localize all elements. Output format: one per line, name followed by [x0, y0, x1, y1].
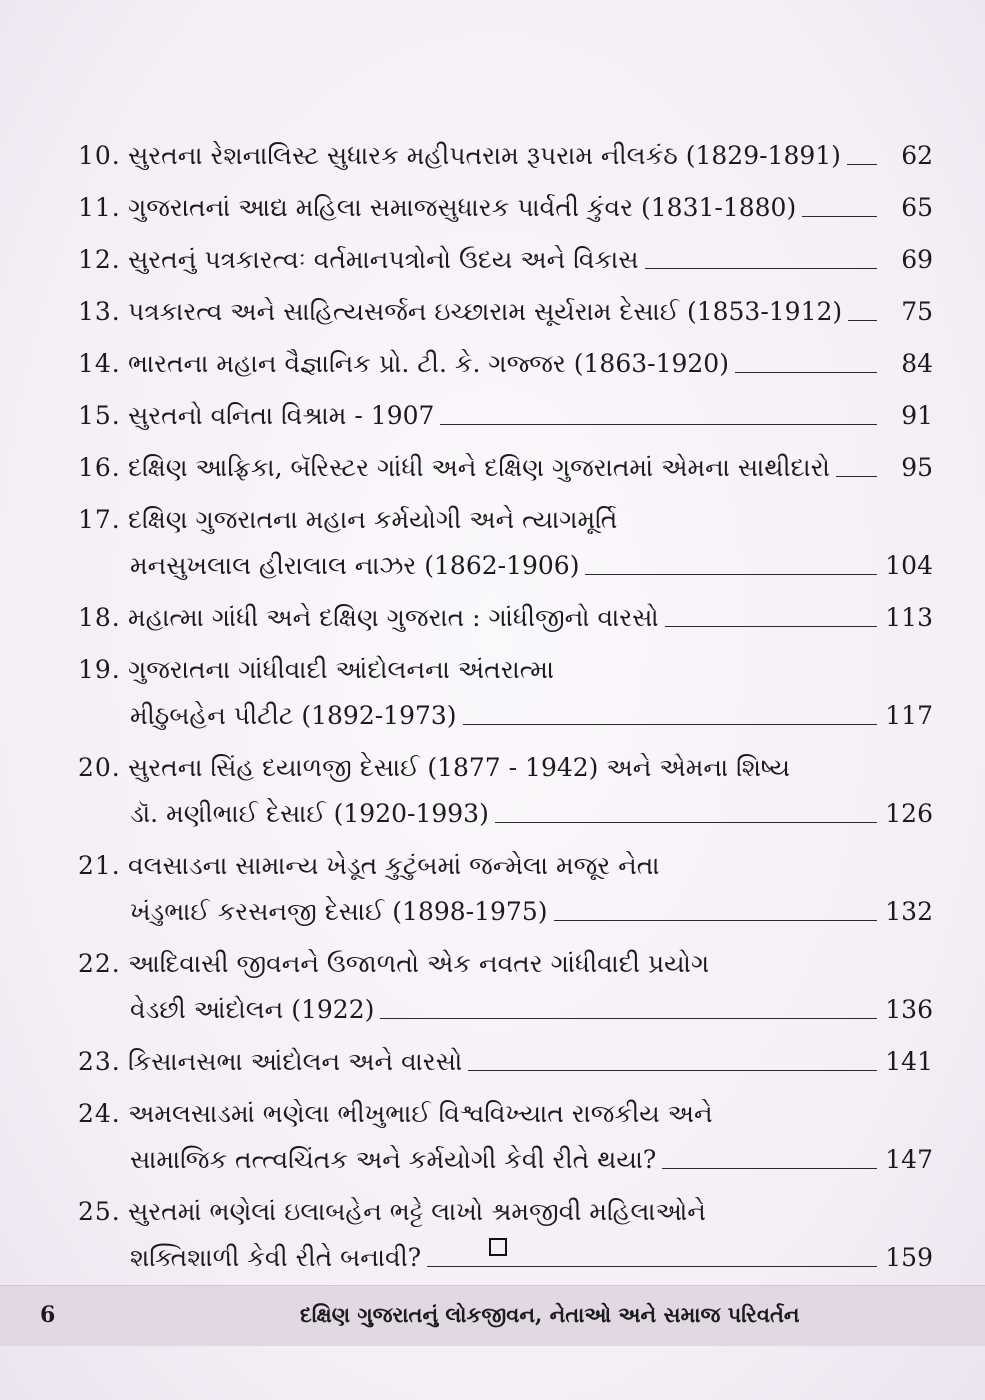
- toc-entry-title: અમલસાડમાં ભણેલા ભીખુભાઈ વિશ્વવિખ્યાત રાજકીય અને: [128, 1099, 713, 1128]
- page-footer: [0, 1285, 985, 1346]
- toc-leader-line: [554, 920, 878, 921]
- toc-entry-number: 14.: [78, 349, 121, 378]
- toc-entry-title: દક્ષિણ ગુજરાતના મહાન કર્મયોગી અને ત્યાગમૂર્તિ: [128, 505, 618, 534]
- toc-entry: [78, 1080, 933, 1172]
- footer-book-title: દક્ષિણ ગુજરાતનું લોકજીવન, નેતાઓ અને સમાજ પરિવર્તન: [300, 1302, 800, 1327]
- toc-entry: [78, 226, 933, 272]
- toc-leader-line: [662, 1168, 877, 1169]
- toc-entry-number: 18.: [78, 603, 121, 632]
- toc-entry-line: [78, 682, 933, 728]
- toc-entry-title: પત્રકારત્વ અને સાહિત્યસર્જન ઇચ્છારામ સૂર્યરામ દેસાઈ (1853-1912): [128, 297, 843, 326]
- toc-entry-title: સુરતનો વનિતા વિશ્રામ - 1907: [128, 401, 435, 430]
- toc-page-number: 95: [901, 453, 933, 482]
- toc-entry-title: વેડછી આંદોલન (1922): [130, 995, 375, 1024]
- toc-entry-line: [78, 1178, 933, 1224]
- toc-leader-line: [427, 1266, 877, 1267]
- toc-leader-line: [665, 626, 877, 627]
- toc-entry: [78, 1028, 933, 1074]
- toc-entry-number: 16.: [78, 453, 121, 482]
- toc-page-number: 84: [901, 349, 933, 378]
- toc-entry-title: મીઠુબહેન પીટીટ (1892-1973): [130, 701, 457, 730]
- toc-page-number: 104: [885, 551, 933, 580]
- toc-page-number: 126: [885, 799, 933, 828]
- toc-leader-line: [735, 372, 877, 373]
- toc-entry-title: સુરતના રેશનાલિસ્ટ સુધારક મહીપતરામ રૂપરામ નીલકંઠ (1829-1891): [128, 141, 841, 170]
- toc-entry: [78, 382, 933, 428]
- toc-entry-title: ખંડુભાઈ કરસનજી દેસાઈ (1898-1975): [130, 897, 548, 926]
- toc-entry-line: [78, 878, 933, 924]
- toc-entry-line: [78, 636, 933, 682]
- toc-page-number: 113: [885, 603, 933, 632]
- toc-page-number: 75: [901, 297, 933, 326]
- toc-page-number: 65: [901, 193, 933, 222]
- toc-entry-number: 20.: [78, 753, 121, 782]
- toc-entry-title: મહાત્મા ગાંધી અને દક્ષિણ ગુજરાત : ગાંધીજીનો વારસો: [128, 603, 659, 632]
- toc-entry-number: 12.: [78, 245, 121, 274]
- toc-entry-title: ગુજરાતના ગાંધીવાદી આંદોલનના અંતરાત્મા: [128, 655, 554, 684]
- toc-leader-line: [802, 216, 877, 217]
- toc-entry-number: 19.: [78, 655, 121, 684]
- toc-entry-title: મનસુખલાલ હીરાલાલ નાઝર (1862-1906): [130, 551, 580, 580]
- toc-entry-title: સુરતનું પત્રકારત્વઃ વર્તમાનપત્રોનો ઉદય અને વિકાસ: [128, 245, 639, 274]
- toc-page-number: 132: [885, 897, 933, 926]
- toc-entry-line: [78, 734, 933, 780]
- end-square-icon: [489, 1238, 507, 1256]
- toc-entry: [78, 486, 933, 578]
- toc-entry-line: [78, 278, 933, 324]
- toc-entry: [78, 930, 933, 1022]
- toc-leader-line: [848, 320, 877, 321]
- toc-entry-line: [78, 930, 933, 976]
- toc-entry-line: [78, 382, 933, 428]
- toc-leader-line: [836, 476, 877, 477]
- toc-page-number: 141: [885, 1047, 933, 1076]
- toc-entry: [78, 330, 933, 376]
- toc-leader-line: [847, 164, 877, 165]
- toc-entry-line: [78, 486, 933, 532]
- toc-page-number: 69: [901, 245, 933, 274]
- toc-entry-title: શક્તિશાળી કેવી રીતે બનાવી?: [130, 1243, 422, 1272]
- toc-entry-line: [78, 780, 933, 826]
- toc-leader-line: [495, 822, 877, 823]
- toc-entry-title: આદિવાસી જીવનને ઉજાળતો એક નવતર ગાંધીવાદી પ્રયોગ: [128, 949, 710, 978]
- toc-entry: [78, 278, 933, 324]
- toc-entry: [78, 434, 933, 480]
- toc-entry-title: સામાજિક તત્ત્વચિંતક અને કર્મયોગી કેવી રીતે થયા?: [130, 1145, 657, 1174]
- toc-entry-title: ભારતના મહાન વૈજ્ઞાનિક પ્રો. ટી. કે. ગજ્જર (1863-1920): [128, 349, 729, 378]
- toc-entry-title: દક્ષિણ આફ્રિકા, બૅરિસ્ટર ગાંધી અને દક્ષિણ ગુજરાતમાં એમના સાથીદારો: [128, 453, 830, 482]
- toc-leader-line: [468, 1070, 877, 1071]
- toc-entry-line: [78, 584, 933, 630]
- toc-page-number: 147: [885, 1145, 933, 1174]
- toc-entry-line: [78, 174, 933, 220]
- toc-entry-number: 13.: [78, 297, 121, 326]
- toc-entry: [78, 174, 933, 220]
- toc-entry-number: 11.: [78, 193, 121, 222]
- toc-page-number: 117: [885, 701, 933, 730]
- toc-entry-number: 21.: [78, 851, 121, 880]
- toc-entry-line: [78, 976, 933, 1022]
- toc-entry: [78, 122, 933, 168]
- toc-entry-number: 23.: [78, 1047, 121, 1076]
- toc-entry-line: [78, 226, 933, 272]
- toc-leader-line: [645, 268, 878, 269]
- toc-page-number: 91: [901, 401, 933, 430]
- toc-entry-number: 22.: [78, 949, 121, 978]
- toc-leader-line: [440, 424, 877, 425]
- toc-entry-title: ડૉ. મણીભાઈ દેસાઈ (1920-1993): [130, 799, 489, 828]
- toc-entry-number: 24.: [78, 1099, 121, 1128]
- toc-leader-line: [463, 724, 877, 725]
- toc-page-number: 159: [885, 1243, 933, 1272]
- toc-page-number: 62: [901, 141, 933, 170]
- toc-entry-title: ગુજરાતનાં આદ્ય મહિલા સમાજસુધારક પાર્વતી કુંવર (1831-1880): [128, 193, 797, 222]
- toc-entry-line: [78, 1126, 933, 1172]
- toc-entry-line: [78, 434, 933, 480]
- toc-entry-line: [78, 1080, 933, 1126]
- toc-leader-line: [585, 574, 877, 575]
- toc-entry-line: [78, 832, 933, 878]
- toc-entry-title: વલસાડના સામાન્ય ખેડૂત કુટુંબમાં જન્મેલા મજૂર નેતા: [128, 851, 660, 880]
- table-of-contents: [78, 122, 933, 1276]
- toc-entry-line: [78, 122, 933, 168]
- toc-entry: [78, 1178, 933, 1270]
- toc-entry: [78, 832, 933, 924]
- toc-page-number: 136: [885, 995, 933, 1024]
- toc-entry-line: [78, 1028, 933, 1074]
- toc-entry-title: કિસાનસભા આંદોલન અને વારસો: [128, 1047, 463, 1076]
- toc-entry-line: [78, 532, 933, 578]
- toc-entry-number: 10.: [78, 141, 121, 170]
- footer-page-number: 6: [40, 1302, 56, 1328]
- toc-entry-number: 17.: [78, 505, 121, 534]
- toc-entry-title: સુરતના સિંહ દયાળજી દેસાઈ (1877 - 1942) અને એમના શિષ્ય: [128, 753, 790, 782]
- toc-entry-number: 25.: [78, 1197, 121, 1226]
- toc-entry: [78, 584, 933, 630]
- toc-entry-number: 15.: [78, 401, 121, 430]
- toc-entry-title: સુરતમાં ભણેલાં ઇલાબહેન ભટ્ટે લાખો શ્રમજીવી મહિલાઓને: [128, 1197, 706, 1226]
- toc-leader-line: [380, 1018, 877, 1019]
- toc-entry: [78, 636, 933, 728]
- toc-entry: [78, 734, 933, 826]
- toc-entry-line: [78, 330, 933, 376]
